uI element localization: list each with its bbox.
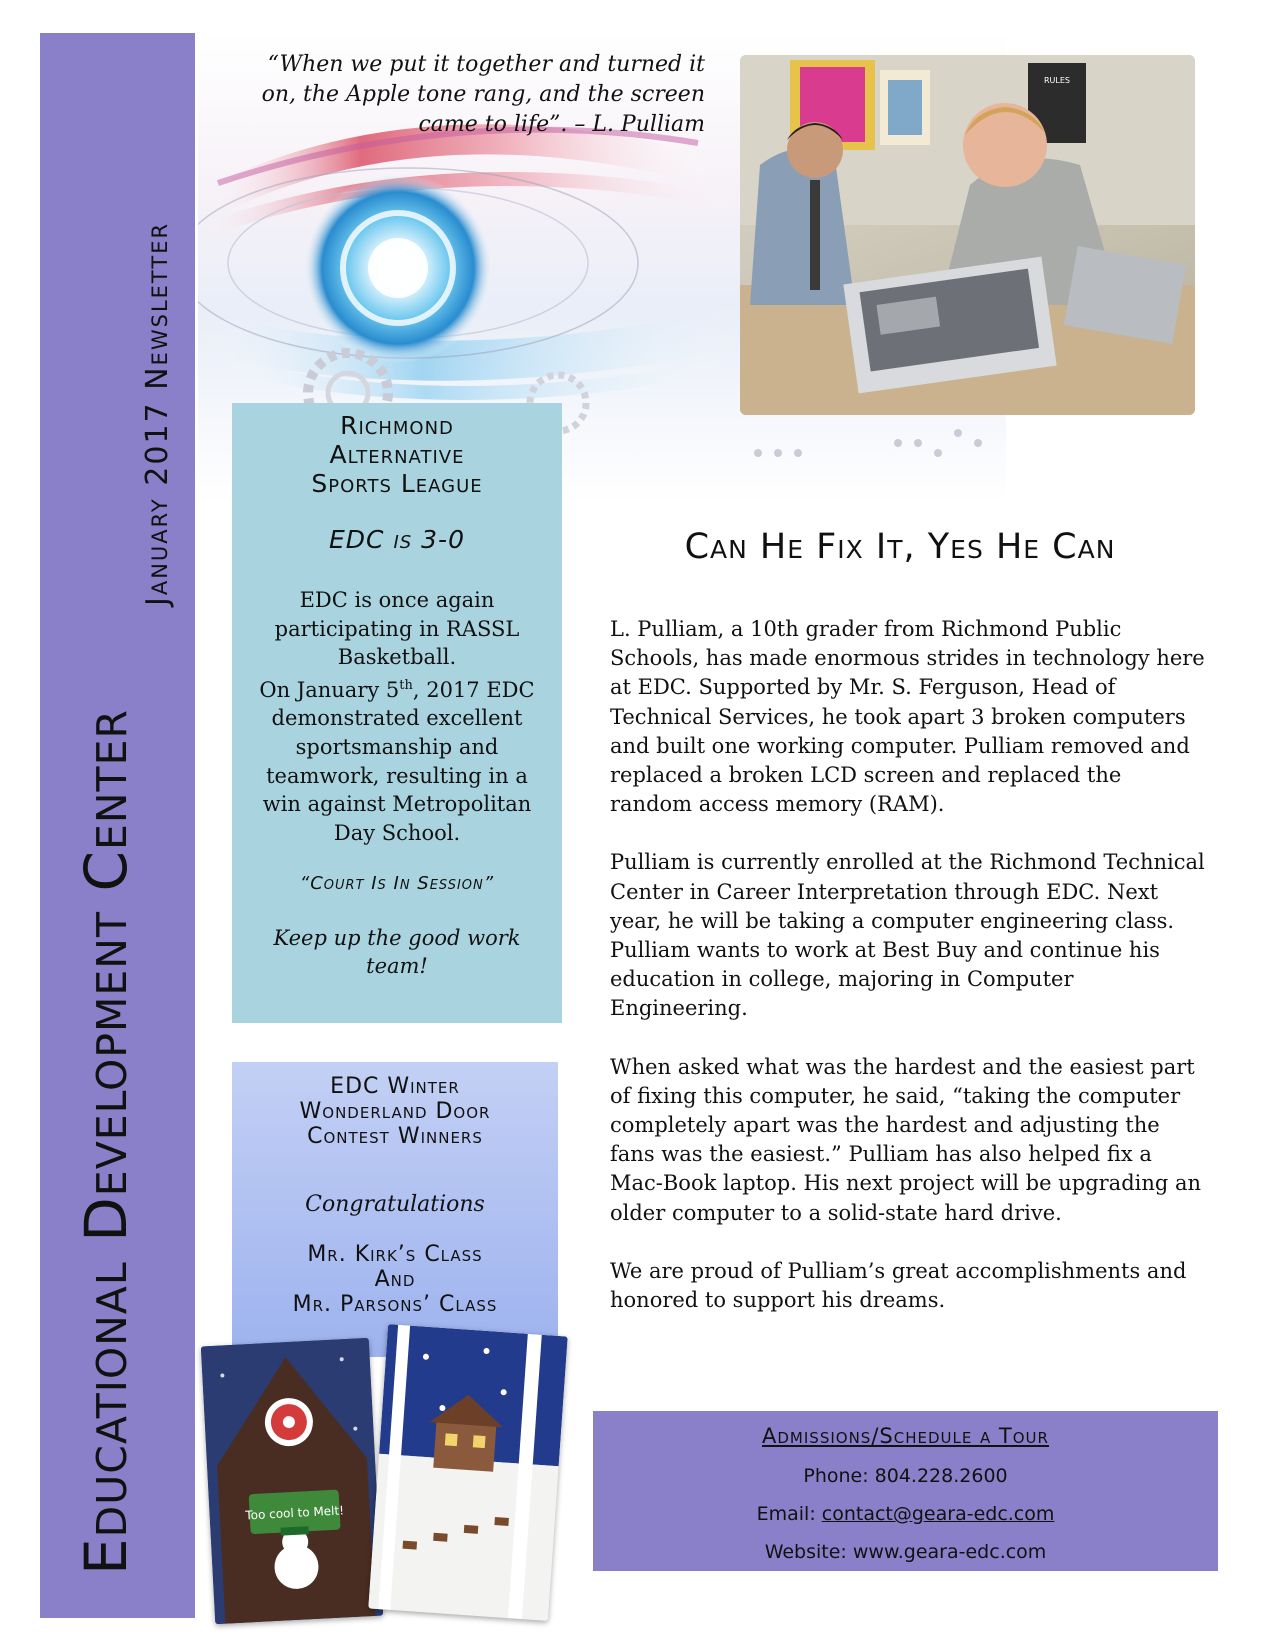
rassl-title: Richmond Alternative Sports League	[311, 411, 483, 498]
door-photo-gingerbread	[201, 1338, 383, 1624]
door-contest-congrats: Congratulations	[305, 1192, 485, 1217]
poster-text: RULES	[1043, 76, 1071, 85]
pulliam-quote: “When we put it together and turned it on, the Apple tone rang, and the screen came to life”. – L. Pulliam	[261, 52, 705, 137]
article-paragraph: L. Pulliam, a 10th grader from Richmond Public Schools, has made enormous strides in technology here at EDC. Supported by Mr. S. Ferguson, Head of Technical Services, he took apart 3 broken computers and built one working computer. Pulliam removed and replaced a broken LCD screen and replaced the random access memory (RAM).	[610, 617, 1205, 817]
student-repair-photo	[740, 55, 1195, 415]
door-sign-text: Too cool to Melt!	[245, 1503, 345, 1523]
door-illustration-2	[368, 1324, 567, 1621]
article-paragraph: Pulliam is currently enrolled at the Richmond Technical Center in Career Interpretation through EDC. Next year, he will be taking a computer engineering class. Pulliam wants to work at Best Buy and continue his education in college, majoring in Computer Engineering.	[610, 850, 1205, 1021]
photo-illustration	[740, 55, 1195, 415]
rassl-cheer: Keep up the good work team!	[273, 926, 521, 978]
article-paragraph: We are proud of Pulliam’s great accomplishments and honored to support his dreams.	[610, 1258, 1187, 1313]
rassl-record: EDC is 3-0	[329, 525, 465, 554]
phone-line: Phone: 804.228.2600	[803, 1465, 1008, 1487]
door-contest-winners: Mr. Kirk’s Class And Mr. Parsons’ Class	[292, 1242, 498, 1317]
email-line: Email: contact@geara-edc.com	[756, 1503, 1055, 1525]
phone-number[interactable]: 804.228.2600	[874, 1465, 1008, 1487]
newsletter-title: Educational Development Center	[72, 709, 140, 1575]
door-contest-panel	[232, 1062, 558, 1357]
door-contest-title: EDC Winter Wonderland Door Contest Winners	[299, 1074, 491, 1149]
admissions-panel	[593, 1411, 1218, 1571]
article-body	[610, 615, 1210, 1344]
article-headline: Can He Fix It, Yes He Can	[684, 527, 1116, 567]
website-line: Website: www.geara-edc.com	[764, 1541, 1047, 1563]
door-photo-winter	[368, 1324, 567, 1621]
door-illustration-1	[201, 1338, 383, 1624]
rassl-panel	[232, 403, 562, 1023]
rassl-body: EDC is once again participating in RASSL Basketball. On January 5th, 2017 EDC demonstrated excellent sportsmanship and teamwork, resulting in a win against Metropolitan Day School.	[259, 588, 535, 845]
website-link[interactable]: www.geara-edc.com	[852, 1541, 1047, 1563]
email-link[interactable]: contact@geara-edc.com	[821, 1503, 1055, 1525]
newsletter-date: January 2017 Newsletter	[140, 221, 175, 606]
rassl-slogan: “Court Is In Session”	[299, 873, 495, 894]
article-paragraph: When asked what was the hardest and the easiest part of fixing this computer, he said, “taking the computer completely apart was the hardest and adjusting the fans was the easiest.” Pulliam has also helped fix a Mac-Book laptop. His next project will be upgrading an older computer to a solid-state hard drive.	[610, 1054, 1202, 1225]
admissions-title: Admissions/Schedule a Tour	[762, 1424, 1049, 1448]
